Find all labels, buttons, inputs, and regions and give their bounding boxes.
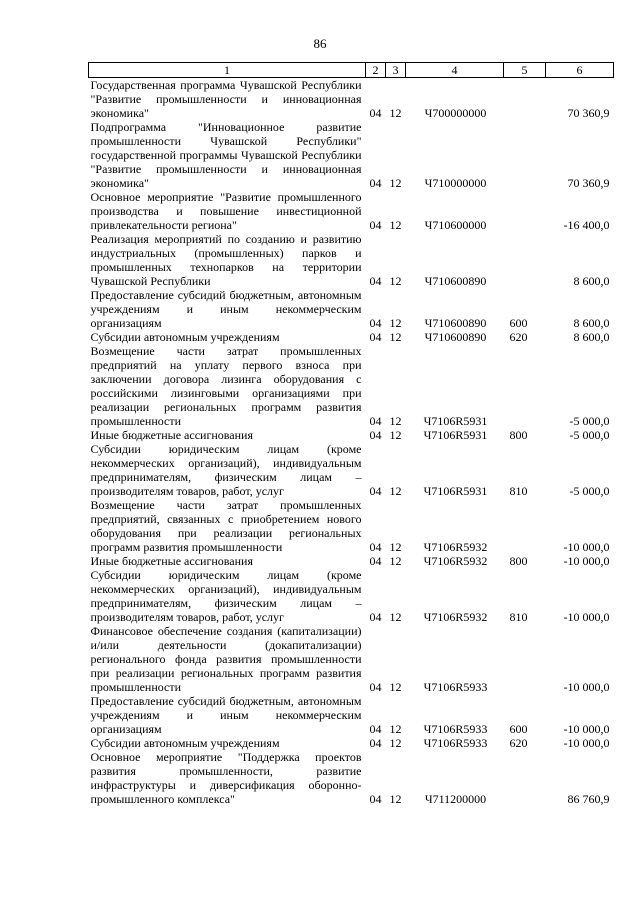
row-target-article-cell: Ч710600000 xyxy=(424,218,487,232)
row-target-article-cell: Ч7106R5933 xyxy=(423,722,488,736)
row-section-cell: 04 xyxy=(369,680,382,694)
table-row xyxy=(89,190,614,232)
table-header-row xyxy=(89,63,614,78)
row-target-article-cell: Ч7106R5933 xyxy=(423,736,488,750)
row-expense-type-cell xyxy=(504,498,546,554)
row-name-cell: Финансовое обеспечение создания (капитализации) и/или деятельности (докапитализации) регионального фонда развития промышленности при реализации региональных программ развития промышленности xyxy=(90,624,362,694)
row-expense-type-cell xyxy=(504,624,546,694)
row-expense-type-cell: 810 xyxy=(509,610,528,624)
row-subsection-cell: 12 xyxy=(389,330,402,344)
row-section-cell: 04 xyxy=(369,610,382,624)
row-name-cell: Реализация мероприятий по созданию и развитию индустриальных (промышленных) парков и промышленных технопарков на территории Чувашской Республики xyxy=(90,232,362,288)
row-name-cell: Основное мероприятие "Поддержка проектов развития промышленности, развитие инфраструктуры и диверсификация оборонно-промышленного комплекса" xyxy=(90,750,362,806)
row-target-article-cell: Ч710600890 xyxy=(424,274,487,288)
row-section-cell: 04 xyxy=(369,106,382,120)
row-section-cell: 04 xyxy=(369,540,382,554)
table-row xyxy=(89,498,614,554)
row-name-cell: Подпрограмма "Инновационное развитие промышленности Чувашской Республики" государственной программы Чувашской Республики "Развитие промышленности и инновационная экономика" xyxy=(90,120,362,190)
row-expense-type-cell xyxy=(504,232,546,288)
row-name-cell: Государственная программа Чувашской Республики "Развитие промышленности и инновационная экономика" xyxy=(90,78,362,120)
table-row xyxy=(89,736,614,750)
row-target-article-cell: Ч7106R5931 xyxy=(423,484,488,498)
row-amount-cell: -10 000,0 xyxy=(563,554,610,568)
row-expense-type-cell xyxy=(504,120,546,190)
row-section-cell: 04 xyxy=(369,274,382,288)
row-section-cell: 04 xyxy=(369,554,382,568)
row-name-cell: Основное мероприятие "Развитие промышленного производства и повышение инвестиционной привлекательности региона" xyxy=(90,190,362,232)
row-subsection-cell: 12 xyxy=(389,610,402,624)
table-row xyxy=(89,288,614,330)
row-amount-cell: -10 000,0 xyxy=(563,680,610,694)
row-amount-cell: -10 000,0 xyxy=(563,722,610,736)
table-row xyxy=(89,554,614,568)
row-expense-type-cell xyxy=(504,344,546,428)
row-name-cell: Иные бюджетные ассигнования xyxy=(90,428,253,442)
row-expense-type-cell xyxy=(504,78,546,121)
row-name-cell: Возмещение части затрат промышленных предприятий, связанных с приобретением нового оборудования при реализации региональных программ развития промышленности xyxy=(90,498,362,554)
row-amount-cell: -10 000,0 xyxy=(563,736,610,750)
row-amount-cell: -10 000,0 xyxy=(563,540,610,554)
row-section-cell: 04 xyxy=(369,792,382,806)
row-subsection-cell: 12 xyxy=(389,428,402,442)
header-col-1: 1 xyxy=(89,63,366,78)
row-amount-cell: 8 600,0 xyxy=(573,330,610,344)
row-target-article-cell: Ч7106R5933 xyxy=(423,680,488,694)
table-row xyxy=(89,78,614,121)
header-col-4: 4 xyxy=(406,63,504,78)
row-name-cell: Субсидии автономным учреждениям xyxy=(90,330,280,344)
row-section-cell: 04 xyxy=(369,428,382,442)
row-target-article-cell: Ч7106R5932 xyxy=(423,610,488,624)
row-subsection-cell: 12 xyxy=(389,792,402,806)
row-section-cell: 04 xyxy=(369,176,382,190)
row-target-article-cell: Ч710600890 xyxy=(424,316,487,330)
row-expense-type-cell: 600 xyxy=(509,722,528,736)
table-row xyxy=(89,442,614,498)
row-name-cell: Иные бюджетные ассигнования xyxy=(90,554,253,568)
row-subsection-cell: 12 xyxy=(389,736,402,750)
header-col-5: 5 xyxy=(504,63,546,78)
row-subsection-cell: 12 xyxy=(389,274,402,288)
row-amount-cell: -10 000,0 xyxy=(563,610,610,624)
row-target-article-cell: Ч7106R5932 xyxy=(423,540,488,554)
row-target-article-cell: Ч7106R5932 xyxy=(423,554,488,568)
row-expense-type-cell: 810 xyxy=(509,484,528,498)
header-col-2: 2 xyxy=(366,63,386,78)
row-amount-cell: 8 600,0 xyxy=(573,274,610,288)
row-subsection-cell: 12 xyxy=(389,540,402,554)
row-target-article-cell: Ч710000000 xyxy=(424,176,487,190)
table-row xyxy=(89,624,614,694)
row-name-cell: Возмещение части затрат промышленных предприятий на уплату первого взноса при заключении договора лизинга оборудования с российскими лизинговыми организациями при реализации региональных программ развития промышленности xyxy=(90,344,362,428)
row-amount-cell: -16 400,0 xyxy=(563,218,610,232)
row-section-cell: 04 xyxy=(369,414,382,428)
row-amount-cell: 70 360,9 xyxy=(567,176,610,190)
row-target-article-cell: Ч711200000 xyxy=(424,792,487,806)
row-amount-cell: -5 000,0 xyxy=(569,484,610,498)
page-number: 86 xyxy=(313,36,327,51)
row-name-cell: Предоставление субсидий бюджетным, автономным учреждениям и иным некоммерческим организациям xyxy=(90,288,362,330)
row-name-cell: Субсидии автономным учреждениям xyxy=(90,736,280,750)
table-row xyxy=(89,330,614,344)
row-name-cell: Субсидии юридическим лицам (кроме некоммерческих организаций), индивидуальным предпринимателям, физическим лицам – производителям товаров, работ, услуг xyxy=(90,442,362,498)
row-amount-cell: 86 760,9 xyxy=(567,792,610,806)
row-amount-cell: 8 600,0 xyxy=(573,316,610,330)
row-subsection-cell: 12 xyxy=(389,722,402,736)
row-subsection-cell: 12 xyxy=(389,316,402,330)
row-section-cell: 04 xyxy=(369,484,382,498)
table-row xyxy=(89,120,614,190)
row-expense-type-cell: 620 xyxy=(509,330,528,344)
row-subsection-cell: 12 xyxy=(389,218,402,232)
row-amount-cell: -5 000,0 xyxy=(569,414,610,428)
row-subsection-cell: 12 xyxy=(389,554,402,568)
row-expense-type-cell: 620 xyxy=(509,736,528,750)
table-row xyxy=(89,232,614,288)
row-name-cell: Предоставление субсидий бюджетным, автономным учреждениям и иным некоммерческим организациям xyxy=(90,694,362,736)
table-row xyxy=(89,750,614,806)
table-row xyxy=(89,344,614,428)
table-row xyxy=(89,568,614,624)
row-target-article-cell: Ч700000000 xyxy=(424,106,487,120)
row-section-cell: 04 xyxy=(369,736,382,750)
row-subsection-cell: 12 xyxy=(389,176,402,190)
table-row xyxy=(89,428,614,442)
row-target-article-cell: Ч7106R5931 xyxy=(423,414,488,428)
row-subsection-cell: 12 xyxy=(389,106,402,120)
row-section-cell: 04 xyxy=(369,218,382,232)
row-subsection-cell: 12 xyxy=(389,680,402,694)
row-section-cell: 04 xyxy=(369,330,382,344)
row-expense-type-cell: 800 xyxy=(509,428,528,442)
header-col-3: 3 xyxy=(386,63,406,78)
row-name-cell: Субсидии юридическим лицам (кроме некоммерческих организаций), индивидуальным предпринимателям, физическим лицам – производителям товаров, работ, услуг xyxy=(90,568,362,624)
budget-table xyxy=(88,62,614,806)
table-row xyxy=(89,694,614,736)
row-amount-cell: -5 000,0 xyxy=(569,428,610,442)
row-subsection-cell: 12 xyxy=(389,484,402,498)
header-col-6: 6 xyxy=(546,63,614,78)
row-expense-type-cell xyxy=(504,190,546,232)
row-expense-type-cell xyxy=(504,750,546,806)
row-section-cell: 04 xyxy=(369,722,382,736)
row-subsection-cell: 12 xyxy=(389,414,402,428)
row-section-cell: 04 xyxy=(369,316,382,330)
row-expense-type-cell: 600 xyxy=(509,316,528,330)
row-target-article-cell: Ч7106R5931 xyxy=(423,428,488,442)
row-amount-cell: 70 360,9 xyxy=(567,106,610,120)
row-target-article-cell: Ч710600890 xyxy=(424,330,487,344)
row-expense-type-cell: 800 xyxy=(509,554,528,568)
